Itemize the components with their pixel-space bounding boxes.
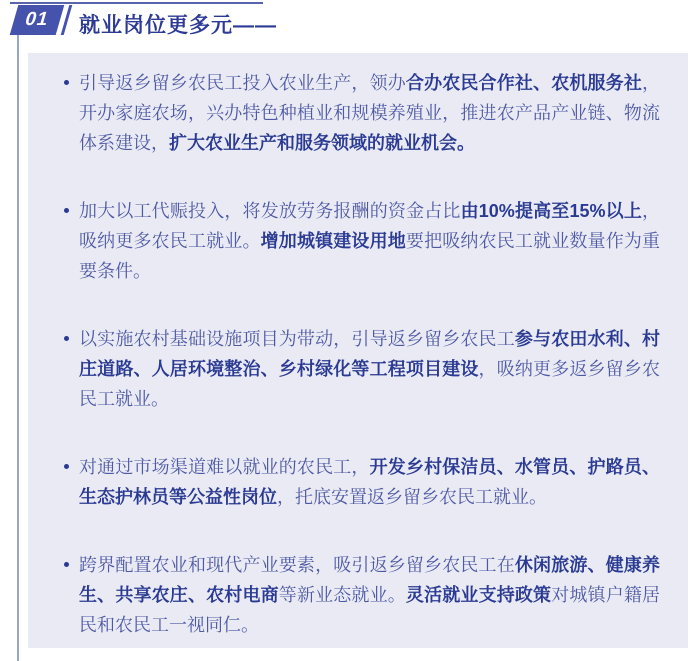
list-item (64, 68, 660, 158)
section-number-badge (10, 5, 65, 35)
list-item (64, 452, 660, 512)
text-segment: 对通过市场渠道难以就业的农民工， (79, 457, 370, 477)
list-item (64, 550, 660, 640)
text-segment: 要把吸纳农民工就业数量作为重要条件。 (79, 231, 661, 281)
text-segment-bold: 增加城镇建设用地 (260, 231, 406, 251)
bullet-dot-icon (64, 80, 69, 85)
text-segment-bold: 合办农民合作社、农机服务社 (405, 73, 643, 93)
list-item (64, 324, 660, 414)
text-segment-bold: 扩大农业生产和服务领域的就业机会。 (169, 133, 475, 153)
text-segment-bold: 由10%提高至15%以上 (460, 201, 642, 221)
text-segment: 引导返乡留乡农民工投入农业生产，领办 (79, 73, 406, 93)
header-accent-line (10, 2, 263, 4)
text-segment: ，开办家庭农场，兴办特色种植业和规模养殖业，推进农产品产业链、物流体系建设， (79, 73, 661, 153)
bullet-dot-icon (64, 336, 69, 341)
text-segment-bold: 开发乡村保洁员、水管员、护路员、生态护林员等公益性岗位 (79, 457, 661, 507)
bullet-list (64, 68, 660, 640)
list-item (64, 196, 660, 286)
text-segment: 等新业态就业。 (278, 585, 406, 605)
bullet-dot-icon (64, 464, 69, 469)
content-panel (28, 53, 688, 648)
text-segment-bold: 灵活就业支持政策 (405, 585, 552, 605)
section-title: 就业岗位更多元—— (79, 14, 277, 37)
text-segment: ，吸纳更多返乡留乡农民工就业。 (79, 359, 660, 409)
vertical-accent-line (17, 35, 19, 661)
text-segment: ，吸纳更多农民工就业。 (79, 201, 660, 251)
text-segment: 对城镇户籍居民和农民工一视同仁。 (79, 585, 661, 635)
text-segment: 跨界配置农业和现代产业要素，吸引返乡留乡农民工在 (79, 555, 515, 575)
text-segment-bold: 休闲旅游、健康养生、共享农庄、农村电商 (79, 555, 661, 605)
section-number: 01 (22, 9, 52, 30)
text-segment: 加大以工代赈投入，将发放劳务报酬的资金占比 (79, 201, 461, 221)
text-segment: ，托底安置返乡留乡农民工就业。 (277, 487, 547, 507)
bullet-dot-icon (64, 208, 69, 213)
text-segment-bold: 参与农田水利、村庄道路、人居环境整治、乡村绿化等工程项目建设 (79, 329, 661, 379)
text-segment: 以实施农村基础设施项目为带动，引导返乡留乡农民工 (79, 329, 515, 349)
bullet-dot-icon (64, 562, 69, 567)
